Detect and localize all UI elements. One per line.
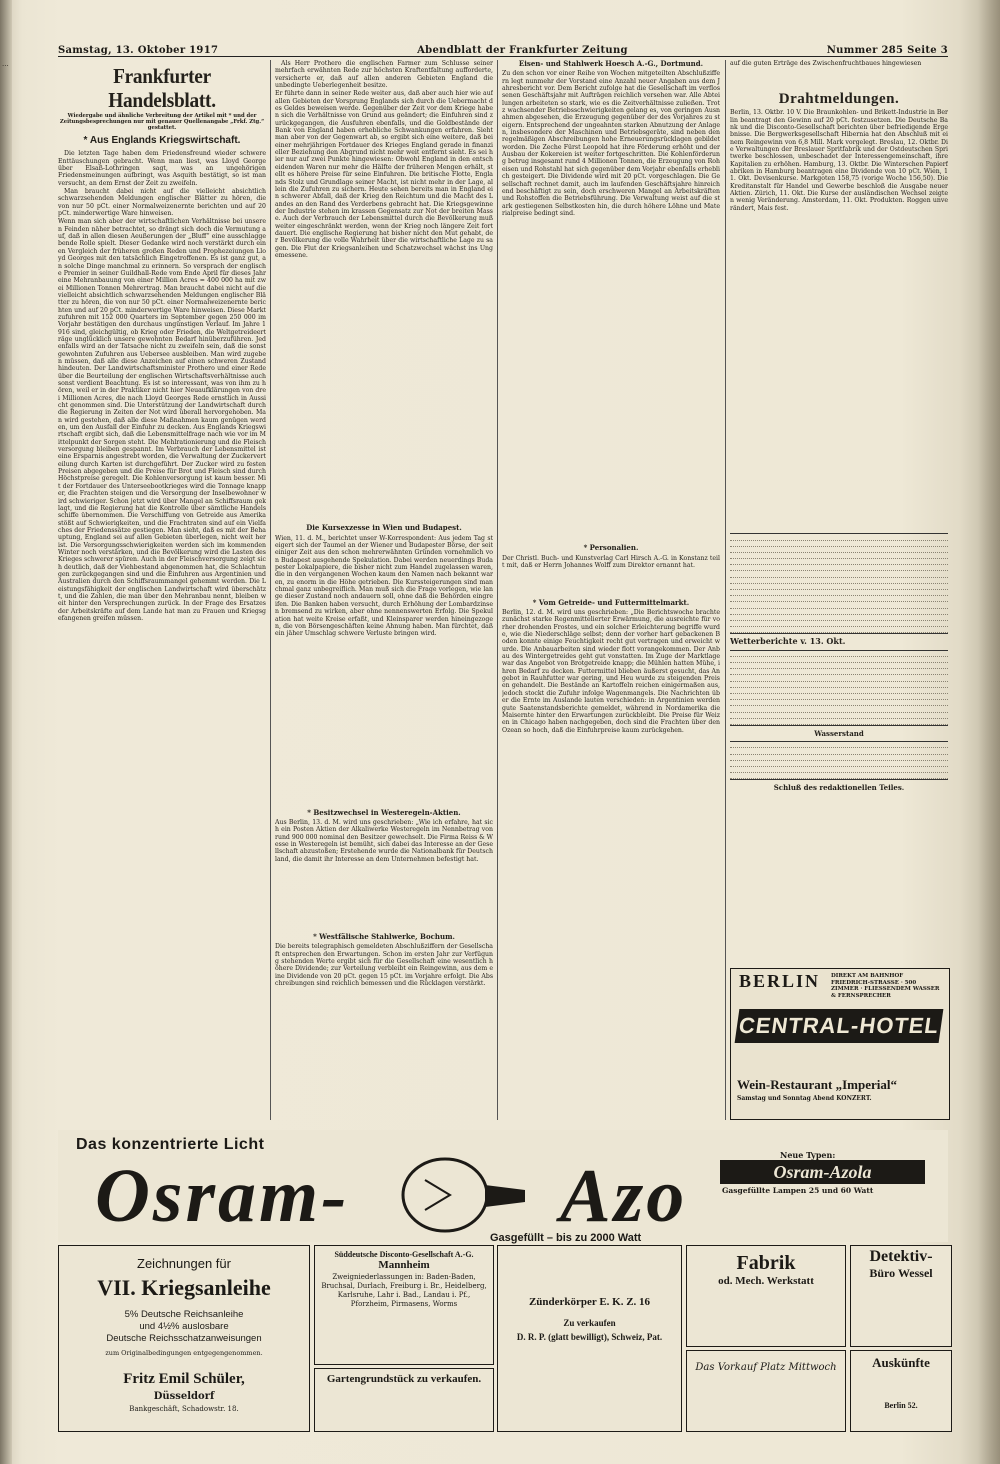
osram-tagline: Das konzentrierte Licht [76,1136,265,1153]
ad-headline: VII. Kriegsanleihe [97,1275,271,1300]
disconto-bank-ad [314,1245,494,1365]
ad-subheadline: Büro Wessel [869,1266,933,1280]
ad-headline: Auskünfte [872,1355,930,1370]
adjacent-page-fragment: ... [2,60,9,68]
column-2 [275,60,493,1120]
column-rule [497,60,498,1120]
ad-hotel-info: DIREKT AM BAHNHOF FRIEDRICH-STRASSE · 500 ZIMMER · FLIESSENDEM WASSER & FERNSPRECHER [831,973,940,999]
article-paragraph: Die letzten Tage haben dem Friedensfreund wieder schwere Enttäuschungen gebracht. Wenn man liest, was Lloyd George über Elsaß-Lothringen sagt, was an ungehörigen Friedensmeinungen aufbringt, was Asquith bestätigt, so ist man versucht, an dem Ernst der Zeit zu zweifeln. [58,150,266,187]
column-rule [725,60,726,1120]
ad-line: Zeichnungen für [137,1256,231,1271]
article-body-text: Wenn man sich aber der wirtschaftlichen Verhältnisse bei unseren Feinden näher betrachtet, so drängt sich doch die Vermutung auf, daß in allen diesen Aeußerungen der „Bluff“ eine ausschlaggebende Rolle spielt. Dieser Gedanke wird noch verstärkt durch einen Vergleich der früheren großen Reden und Prophezeiungen Lloyd Georges mit den tatsächlich Eingetroffenen. Es ist ganz gut, an solche Dinge manchmal zu erinnern. So versprach der englische Premier in seiner Guildhall-Rede vom Ende April für dieses Jahr eine Mehranbauung von einer Million Acres = 400 000 ha mit zwei Millionen Tonnen Mehrertrag. Man braucht dabei nicht auf die vielleicht absichtlich schwarzsehenden Meldungen englischer Blätter zu hören, die von nur 50 pCt. einer Normalweizenernte berichten und auf 20 pCt. minderwertige Ware hinweisen. Diese Marktzufuhren mit 152 000 Quarters im September gegen 250 000 im Vorjahr bestätigen den durchaus ungünstigen Verlauf. Im Jahre 1916 sind, gleichgültig, ob Krieg oder Frieden, die Weltgetreideerträge unglücklich unsere gewohnten Bedarf hinüberzuführen. Jedenfalls wird an der Tatsache nicht zu zweifeln sein, daß die sonst gewohnten Zufuhren aus Uebersee ausbleiben. Man wird zugeben müssen, daß alle diese Anzeichen auf einen schweren Zustand hindeuten. Der Landwirtschaftsminister Prothero und einer Rede über die Beurteilung der englischen Wirtschaftsverhältnisse auch sonst verdient Beachtung. Es ist so interessant, was von ihm zu hören, weil er in der Praktiker nicht hier Neuaufklärungen von drei Millionen Acres, die nach Lloyd Georges Rede ernstlich in Aussicht genommen sind. Die Unterstützung der Landwirtschaft durch die Regierung in Zeiten der Not wird überall hervorgehoben. Man wird gestehen, daß alle diese Maßnahmen kaum genügen werden, um den Ausfall der Einfuhr zu decken. Aus Englands Kriegswirtschaft ergibt sich, daß die Lebensmittelfrage nach wie vor im Mittelpunkt der Sorgen steht. Die Mehlrationierung und die Fleischversorgung bleiben gespannt. Im Verbrauch der Lebensmittel ist eine Ersparnis angestrebt worden, die Verwaltung der Zuckerverteilung durch Karten ist durchgeführt. Der Zucker wird zu festen Preisen abgegeben und die Preise für Brot und Fleisch sind durch Höchstpreise geregelt. Die Kohlenversorgung ist kaum besser. Mit der Fortdauer des Unterseebootkrieges wird die Tonnage knapper, die Frachten steigen und die Versorgung der Inselbewohner wird schwieriger. Schon jetzt wird über Mangel an Schiffsraum geklagt, und die Regierung hat die Kontrolle über sämtliche Handelsschiffe übernommen. Die Verschiffung von Getreide aus Amerika stößt auf Schwierigkeiten, und die Frachtraten sind auf ein Vielfaches der Friedenssätze gestiegen. Man sieht, daß es mit der Behauptung, England sei auf allen Gebieten überlegen, nicht weit her ist. Die Versorgungsschwierigkeiten werden sich im kommenden Winter noch verstärken, und die Bevölkerung wird die Lasten des Krieges schwerer spüren. Auch in der Fleischversorgung zeigt sich deutlich, daß der Viehbestand abgenommen hat, die Schlachtungen zurückgegangen sind und die Einfuhren aus Argentinien und Australien durch den Schiffsraummangel gehemmt werden. Die Leistungsfähigkeit der englischen Landwirtschaft wird überschätzt, und die Zahlen, die man über den Mehranbau nennt, bleiben weit hinter den Versprechungen zurück. In der Frage des Ersatzes der Arbeitskräfte auf dem Lande hat man zu Frauen und Kriegsgefangenen greifen müssen. [58,218,266,622]
article-body-text: Zu den schon vor einer Reihe von Wochen mitgeteilten Abschlußziffern legt nunmehr der Vorstand eine Anzahl neuer Angaben aus dem Jahresbericht vor. Dem Bericht zufolge hat die Gesellschaft im verflossenen Geschäftsjahr mit Aufträgen reichlich versehen war. Alle Abteilungen arbeiteten so stark, wie es die Zeitverhältnisse zuließen. Trotz wachsender Betriebsschwierigkeiten gelang es, von geringen Ausnahmen abgesehen, die Erzeugung gegenüber der des Vorjahres zu steigern. Entsprechend der ungeahnten starken Abnutzung der Anlagen, insbesondere der Maschinen und Betriebsgeräte, sind neben den regelmäßigen Abschreibungen hohe Erneuerungsrücklagen gebildet worden. Die Zeche Fürst Leopold hat ihre Förderung erhöht und der Ausbau der Kokereien ist weiter fortgeschritten. Die Kohlenförderung betrug insgesamt rund 4 Millionen Tonnen, die Erzeugung von Roheisen und Rohstahl hat sich gegenüber dem Vorjahr ebenfalls erheblich gesteigert. Die Dividende wird mit 20 pCt. vorgeschlagen. Die Gesellschaft rechnet damit, auch im laufenden Geschäftsjahre hinreichend beschäftigt zu sein, doch erschweren Mangel an Arbeitskräften und Rohstoffen die Betriebsführung. Die Verwaltung weist auf die stark gestiegenen Selbstkosten hin, die durch höhere Löhne und Materialpreise bedingt sind. [502,70,720,217]
article-headline: Die Kursexzesse in Wien und Budapest. [306,523,462,533]
ad-address: Bankgeschäft, Schadowstr. 18. [129,1405,239,1413]
light-bulb-icon [390,1150,540,1240]
page-number: Nummer 285 Seite 3 [826,45,948,56]
section-subtitle: Wiedergabe und ähnliche Verbreitung der Artikel mit * und der Zeitungsbesprechungen nur mit genauer Quellenangabe „Frkf. Ztg.“ gestattet. [59,113,265,131]
ad-text: Zweigniederlassungen in: Baden-Baden, Bruchsal, Durlach, Freiburg i. Br., Heidelberg, Karlsruhe, Lahr i. Bad., Landau i. Pf., Pforzheim, Pirmasens, Worms [321,1273,487,1308]
ad-firm: Fritz Emil Schüler, [123,1371,245,1387]
ad-text: Das Vorkauf Platz Mittwoch [695,1362,837,1373]
ad-line: Deutsche Reichsschatzanweisungen [106,1333,262,1344]
article-body-text: Die bereits telegraphisch gemeldeten Abschlußziffern der Gesellschaft entsprechen den Erwartungen. Schon im ersten Jahr zur Verfügung stehenden Werte ergibt sich für die Gesellschaft eine wesentlich höhere Dividende; zur Verteilung verbleibt ein Reingewinn, aus dem eine Dividende von 20 pCt. gegen 15 pCt. im Vorjahre erfolgt. Die Abschreibungen sind reichlich bemessen und die Rücklagen verstärkt. [275,943,493,988]
central-hotel-ad [730,968,950,1120]
water-level-table [730,741,948,780]
ad-subheadline: Zu verkaufen [563,1318,616,1328]
exchange-rate-table [730,533,948,634]
war-bond-ad [58,1245,310,1432]
factory-ad [686,1245,846,1347]
ad-line: und 4½% auslosbare [139,1321,229,1332]
article-body-text: Berlin, 13. Oktbr. 10 V. Die Braunkohlen- und Brikett-Industrie in Berlin beantragt den Gewinn auf 20 pCt. festzusetzen. Die Deutsche Bank und die Disconto-Gesellschaft berichten über befriedigende Ergebnisse. Die Bergwerksgesellschaft Hibernia hat den Abschluß mit einem Reingewinn von 6,8 Mill. Mark vorgelegt. Breslau, 12. Oktbr. Die Verwaltungen der Breslauer Spritfabrik und der Ostdeutschen Spritwerke beschlossen, unbeschadet der Interessengemeinschaft, ihre Kapitalien zu erhöhen. Hamburg, 13. Oktbr. Die Winterschen Papierfabriken in Hamburg beantragen eine Dividende von 10 pCt. Wien, 11. Okt. Devisenkurse. Markgoten 158,75 (vorige Woche 156,50). Die Kreditanstalt für Handel und Gewerbe beschloß die Ausgabe neuer Aktien. Zürich, 11. Okt. Die Kurse der ausländischen Wechsel zeigten wenig Veränderung. Amsterdam, 11. Okt. Produkten. Roggen unverändert, Mais fest. [730,109,948,212]
detective-ad [850,1245,952,1347]
ad-headline: Detektiv- [869,1248,933,1265]
osram-azola: Osram-Azola [720,1160,925,1184]
masthead [58,42,948,57]
column-4 [730,60,948,960]
column-rule [270,60,271,1120]
article-headline: * Aus Englands Kriegswirtschaft. [83,135,241,146]
weather-table [730,650,948,726]
article-headline: * Personalien. [583,543,639,553]
ad-city-name: BERLIN [739,971,821,991]
osram-brand: Osram- [95,1154,350,1238]
handwritten-ad [686,1350,846,1432]
fuze-ad [497,1245,682,1432]
ad-headline: Gartengrundstück zu verkaufen. [326,1373,482,1385]
osram-gas-claim: Gasgefüllt – bis zu 2000 Watt [490,1232,642,1244]
article-headline: Eisen- und Stahlwerk Hoesch A.-G., Dortmund. [518,60,704,68]
column-3 [502,60,720,1120]
article-paragraph: Als Herr Prothero die englischen Farmer zum Schlusse seiner mehrfach erwähnten Rede zur höchsten Kraftentfaltung aufforderte, versicherte er, daß auf allen anderen Gebieten England die unbedingte Ueberlegenheit besitze. [275,60,493,90]
garden-plot-ad [314,1368,494,1432]
ad-line: 5% Deutsche Reichsanleihe [124,1309,244,1320]
ad-city: Düsseldorf [153,1391,215,1402]
page-edge-shadow [978,0,1000,1464]
osram-new-types: Neue Typen: [780,1150,836,1160]
osram-brand-azo: Azo [560,1154,688,1238]
ad-subheadline: Berlin 52. [884,1401,918,1410]
issue-date: Samstag, 13. Oktober 1917 [58,45,219,56]
column-1 [58,60,266,1120]
article-body-text: Aus Berlin, 13. d. M. wird uns geschrieben: „Wie ich erfahre, hat sich ein Posten Aktien der Alkaliwerke Westeregeln im Nennbetrag von rund 900 000 nominal den Besitzer gewechselt. Die Firma Reiss & Wesse in Westeregeln ist bemüht, sich dabei das Interesse an der Gesellschaft abzustoßen; Erstehende wurde die Nationalbank für Deutschland, die damit ihr Interesse an dem Unternehmen befestigt hat. [275,819,493,863]
article-paragraph: Man braucht dabei nicht auf die vielleicht absichtlich schwarzsehenden Meldungen englischer Blätter zu hören, die von nur 50 pCt. einer Normalweizenernte berichten und auf 20 pCt. minderwertige Ware hinweisen. [58,188,266,218]
paper-name: Abendblatt der Frankfurter Zeitung [417,45,628,56]
weather-headline: Wetterberichte v. 13. Okt. [730,636,846,647]
water-level-headline: Wasserstand [814,728,864,738]
ad-restaurant-name: Wein-Restaurant „Imperial“ [737,1077,897,1092]
article-body-text: Der Christl. Buch- und Kunstverlag Carl Hirsch A.-G. in Konstanz teilt mit, daß er Herrn Johannes Wolff zum Direktor ernannt hat. [502,554,720,570]
ad-headline: Süddeutsche Disconto-Gesellschaft A.-G. [334,1250,474,1259]
information-ad [850,1350,952,1432]
article-body-text: Berlin, 12. d. M. wird uns geschrieben: „Die Berichtswoche brachte zunächst starke Regenmittelierter Erwärmung, die ausreichte für vorher drohenden Frostes, und ein solcher Erleichterung begriffe wurde, wie die Niederschläge selbst; denn der vorher hart gebackenen Boden konnte einige Feuchtigkeit recht gut vertragen und erweicht wurde. Die Anbauarbeiten sind wieder flott vorangekommen. Der Anbau des Wintergetreides geht gut vonstatten. Im Zuge der Marktlage war das Angebot von Brotgetreide knapp; die Mühlen hatten Mühe, ihren Bedarf zu decken. Futtermittel blieben äußerst gesucht, das Angebot in Rauhfutter war gering, und Heu wurde zu steigenden Preisen gehandelt. Die Bestände an Kartoffeln reichen einigermaßen aus, jedoch stockt die Zufuhr infolge Wagenmangels. Die Nachrichten über die Ernte im Auslande lauten verschieden: in Argentinien werden gute Saatenstandsberichte gemeldet, während in Nordamerika die Maisernte hinter den Erwartungen zurückbleibt. Die Preise für Weizen in Chicago haben nachgegeben, doch sind die Frachten über den Ozean so hoch, daß die Einfuhrpreise kaum zurückgehen. [502,609,720,734]
article-headline: * Besitzwechsel in Westeregeln-Aktien. [307,807,461,817]
section-title: Drahtmeldungen. [778,91,900,107]
ad-hotel-name: CENTRAL-HOTEL [735,1009,944,1043]
ad-city: Mannheim [378,1259,430,1271]
ad-concert-note: Samstag und Sonntag Abend KONZERT. [737,1095,872,1102]
ad-headline: Zünderkörper E. K. Z. 16 [528,1296,651,1308]
article-body-text: Er führte dann in seiner Rede weiter aus, daß aber auch hier wie auf allen Gebieten der Vorsprung Englands sich durch die Uebermacht des Geldes beweisen werde. Gegenüber der Zeit vor dem Kriege haben sich die Verhältnisse von Grund aus geändert; die Einfuhren sind zurückgegangen, die Ausfuhren ebenfalls, und die Goldbestände der Bank von England haben erhebliche Schwankungen erfahren. Sieht man aber von der Gegenwart ab, so ergibt sich eine weitere, daß bei einer mehrjährigen Fortdauer des Krieges England gerade in finanzieller Beziehung den Abgrund nicht mehr weit entfernt sieht. Es sei hier nur auf zwei Punkte hingewiesen: Obwohl England in den entscheidenden Waren nur mehr die Hälfte der früheren Mengen erhält, stellt es höhere Preise für seine Einfuhren. Die britische Flotte, Englands Stolz und Grundlage seiner Macht, ist nicht mehr in der Lage, allein die Zufuhren zu sichern. Heute sehen bereits man in England ein schwerer Abfall, daß der Krieg den Reichtum und die Macht des Landes an den Rand des Verderbens gebracht hat. Die Kriegsgewinne der Industrie stehen im krassen Gegensatz zur Not der breiten Masse. Auch der Verbrauch der Lebensmittel durch die Bevölkerung muß weiter eingeschränkt werden, wenn der Krieg noch längere Zeit fortdauert. Die englische Regierung hat bisher nicht den Mut gehabt, der Bevölkerung die volle Wahrheit über die wirtschaftliche Lage zu sagen. Die Flut der Kriegsanleihen und Schatzwechsel wächst ins Ungemessene. [275,90,493,259]
article-headline: * Westfälische Stahlwerke, Bochum. [313,932,455,942]
section-title: Frankfurter Handelsblatt. [108,64,216,112]
article-body-text: auf die guten Erträge des Zwischenfruchtbaues hingewiesen [730,60,922,67]
ad-patent: D. R. P. (glatt bewilligt), Schweiz, Pat. [516,1332,663,1342]
ad-subheadline: od. Mech. Werkstatt [718,1275,814,1287]
ad-line: zum Originalbedingungen entgegengenommen. [105,1349,263,1357]
article-headline: * Vom Getreide- und Futtermittelmarkt. [532,597,690,607]
article-body-text: Wien, 11. d. M., berichtet unser W-Korrespondent: Aus jedem Tag steigert sich der Taumel an der Wiener und Budapester Börse, der seit einiger Zeit aus den schon mehrerwähnten Gründen vornehmlich von Budapest ausgehende Spekulation. Dabei werden neuerdings Budapester Lokalpapiere, die bisher nicht zum Handel zugelassen waren, die in den vergangenen Wochen kaum den Namen nach bekannt waren, zu enorm in die Höhe getrieben. Die Kurssteigerungen sind manchmal ganz unbegreiflich. Man muß sich die Frage vorlegen, wie lange dieser Zustand noch andauern soll, ohne daß die Behörden eingreifen. Die Banken haben versucht, durch Erhöhung der Lombardzinsen bremsend zu wirken, aber ohne nennenswerten Erfolg. Die Spekulation hat weite Kreise erfaßt, und Kleinsparer werden hineingezogen, die von Börsengeschäften keine Ahnung haben. Man fürchtet, daß ein jäher Umschlag schwere Verluste bringen wird. [275,534,493,638]
ad-headline: Fabrik [736,1252,796,1274]
end-of-editorial-note: Schluß des redaktionellen Teiles. [773,783,905,793]
osram-azola-sub: Gasgefüllte Lampen 25 und 60 Watt [722,1186,874,1195]
